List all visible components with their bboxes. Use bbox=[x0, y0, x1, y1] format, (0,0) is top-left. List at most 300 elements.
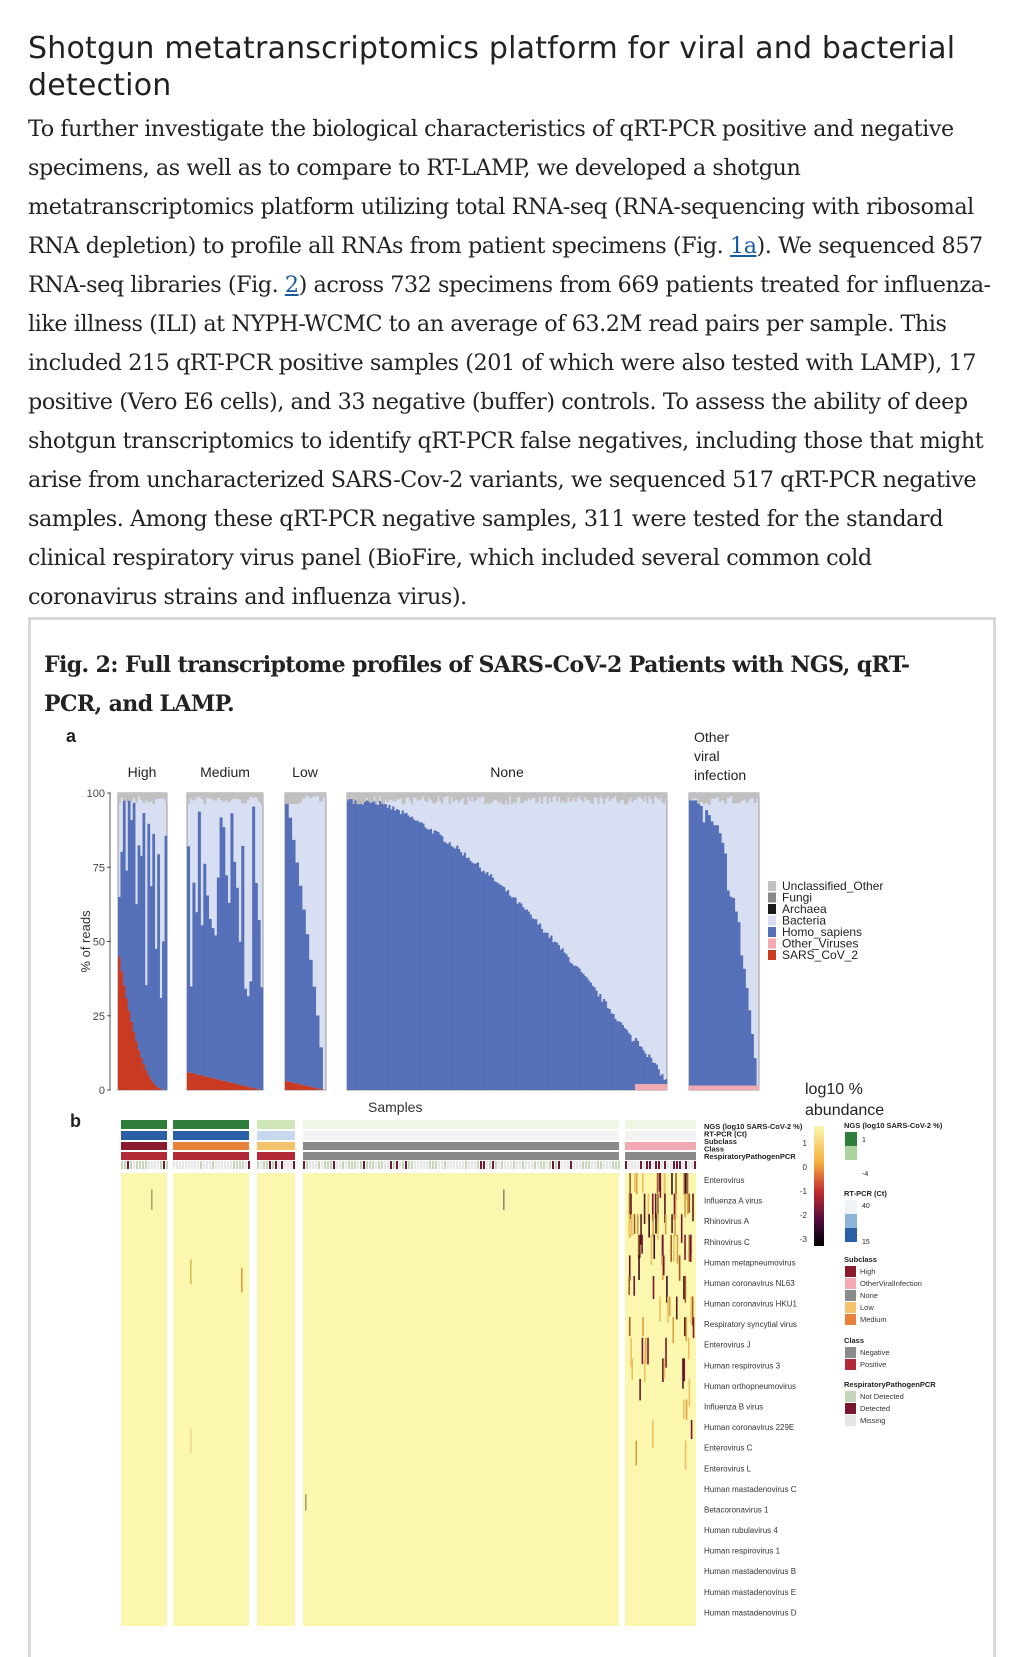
ann-rpp-cell bbox=[293, 1161, 295, 1169]
legend-label: Fungi bbox=[782, 890, 813, 905]
bar-unclassified bbox=[471, 793, 473, 797]
bar-other-viruses bbox=[654, 1084, 656, 1090]
ann-rpp-cell bbox=[528, 1161, 530, 1169]
bar-unclassified bbox=[236, 793, 239, 799]
bar-unclassified bbox=[531, 793, 533, 798]
bar-homo-sapiens bbox=[652, 1063, 654, 1084]
bar-unclassified bbox=[550, 793, 552, 802]
bar-sars-cov-2 bbox=[241, 1085, 244, 1090]
ann-rpp-cell bbox=[363, 1161, 365, 1169]
bar-homo-sapiens bbox=[592, 986, 594, 1090]
ann-rpp-cell bbox=[327, 1161, 329, 1169]
heatmap-hit bbox=[684, 1317, 686, 1336]
bar-sars-cov-2 bbox=[228, 1082, 231, 1090]
heatmap-hit bbox=[689, 1194, 691, 1213]
colorbar-tick-label: -2 bbox=[799, 1211, 807, 1220]
bar-unclassified bbox=[580, 793, 582, 800]
ann-rpp-cell bbox=[522, 1161, 524, 1169]
bar-homo-sapiens bbox=[201, 925, 204, 1075]
bar-homo-sapiens bbox=[118, 897, 121, 956]
colorbar-tick-label: -1 bbox=[799, 1187, 807, 1196]
legend-subclass-label: High bbox=[860, 1267, 876, 1276]
colorbar-tick-label: 0 bbox=[802, 1163, 807, 1172]
bar-unclassified bbox=[225, 793, 228, 801]
bar-homo-sapiens bbox=[650, 1058, 652, 1084]
bar-homo-sapiens bbox=[371, 800, 373, 1090]
bar-homo-sapiens bbox=[249, 981, 252, 1087]
heatmap-hit bbox=[634, 1214, 636, 1234]
ann-rtpcr-cell bbox=[121, 1131, 167, 1140]
bar-unclassified bbox=[740, 793, 743, 801]
legend-label: Unclassified_Other bbox=[782, 879, 884, 893]
bar-other-viruses bbox=[751, 1086, 754, 1090]
ann-rpp-cell bbox=[519, 1161, 521, 1169]
bar-homo-sapiens bbox=[306, 934, 310, 1086]
bar-homo-sapiens bbox=[417, 821, 419, 1090]
heatmap-hit bbox=[685, 1276, 687, 1303]
bar-unclassified bbox=[496, 793, 498, 800]
legend-label: SARS_CoV_2 bbox=[782, 948, 859, 962]
bar-homo-sapiens bbox=[220, 817, 223, 1080]
bar-homo-sapiens bbox=[548, 938, 550, 1090]
bar-unclassified bbox=[477, 793, 479, 797]
heatmap-block bbox=[173, 1173, 249, 1626]
bar-homo-sapiens bbox=[599, 994, 601, 1090]
bar-sars-cov-2 bbox=[152, 1083, 155, 1090]
bar-homo-sapiens bbox=[445, 843, 447, 1090]
ann-rpp-cell bbox=[585, 1161, 587, 1169]
bar-unclassified bbox=[498, 793, 500, 802]
ann-rpp-cell bbox=[354, 1161, 356, 1169]
bar-unclassified bbox=[711, 793, 714, 799]
bar-unclassified bbox=[309, 793, 313, 798]
bar-unclassified bbox=[211, 793, 214, 800]
legend-swatch bbox=[768, 950, 776, 960]
ann-rpp-cell bbox=[667, 1161, 669, 1169]
heatmap-hit bbox=[690, 1235, 692, 1262]
bar-unclassified bbox=[432, 793, 434, 803]
bar-unclassified bbox=[689, 793, 692, 800]
bar-other-viruses bbox=[700, 1086, 703, 1090]
ann-rpp-cell bbox=[417, 1161, 419, 1169]
ann-rpp-cell bbox=[287, 1161, 289, 1169]
bar-homo-sapiens bbox=[443, 842, 445, 1090]
bar-homo-sapiens bbox=[562, 948, 564, 1090]
heatmap-hit bbox=[684, 1173, 686, 1195]
ann-rpp-cell bbox=[652, 1161, 654, 1169]
bar-unclassified bbox=[222, 793, 225, 802]
bar-unclassified bbox=[616, 793, 618, 802]
bar-homo-sapiens bbox=[626, 1030, 628, 1090]
heatmap-block bbox=[121, 1173, 167, 1626]
bar-unclassified bbox=[643, 793, 645, 802]
bar-sars-cov-2 bbox=[285, 1081, 289, 1090]
ann-rpp-cell bbox=[525, 1161, 527, 1169]
bar-other-viruses bbox=[732, 1086, 735, 1090]
bar-unclassified bbox=[420, 793, 422, 799]
bar-homo-sapiens bbox=[358, 799, 360, 1090]
heatmap-hit bbox=[686, 1400, 688, 1420]
bar-homo-sapiens bbox=[484, 874, 486, 1090]
legend-ngs-tick: 1 bbox=[862, 1137, 866, 1144]
bar-homo-sapiens bbox=[449, 842, 451, 1090]
heatmap-row-label: Human coronavirus NL63 bbox=[704, 1278, 795, 1288]
bar-unclassified bbox=[133, 793, 136, 798]
section-title: Shotgun metatranscriptomics platform for viral and bacterial detection bbox=[28, 31, 956, 103]
bar-unclassified bbox=[486, 793, 488, 803]
bar-homo-sapiens bbox=[520, 904, 522, 1090]
bar-homo-sapiens bbox=[203, 864, 206, 1076]
ann-rpp-cell bbox=[507, 1161, 509, 1169]
legend-swatch bbox=[768, 881, 776, 891]
bar-unclassified bbox=[573, 793, 575, 798]
ann-rpp-cell bbox=[393, 1161, 395, 1169]
ann-rpp-cell bbox=[176, 1161, 178, 1169]
bar-homo-sapiens bbox=[746, 988, 749, 1086]
bar-other-viruses bbox=[746, 1086, 749, 1090]
legend-ngs-title: NGS (log10 SARS-CoV-2 %) bbox=[844, 1121, 943, 1130]
bar-unclassified bbox=[302, 793, 306, 798]
ann-rpp-cell bbox=[405, 1161, 407, 1169]
heatmap-row-label: Human mastadenovirus E bbox=[704, 1587, 797, 1597]
bar-homo-sapiens bbox=[228, 903, 231, 1082]
bar-homo-sapiens bbox=[415, 821, 417, 1090]
bar-other-viruses bbox=[648, 1084, 650, 1090]
bar-homo-sapiens bbox=[620, 1022, 622, 1090]
ann-rpp-cell bbox=[489, 1161, 491, 1169]
bar-other-viruses bbox=[689, 1086, 692, 1090]
ann-rpp-cell bbox=[160, 1161, 162, 1169]
bar-homo-sapiens bbox=[125, 871, 128, 999]
legend-rtpcr-swatch bbox=[845, 1200, 857, 1214]
bar-sars-cov-2 bbox=[206, 1077, 209, 1090]
bar-homo-sapiens bbox=[697, 800, 700, 1085]
bar-homo-sapiens bbox=[754, 1058, 757, 1085]
bar-homo-sapiens bbox=[198, 812, 201, 1075]
bar-homo-sapiens bbox=[147, 824, 150, 1075]
heatmap-row-label: Influenza B virus bbox=[704, 1402, 764, 1412]
bar-unclassified bbox=[659, 793, 661, 798]
bar-unclassified bbox=[135, 793, 138, 802]
heatmap-hit bbox=[634, 1173, 636, 1192]
heatmap-row-label: Rhinovirus C bbox=[704, 1237, 750, 1247]
bar-other-viruses bbox=[643, 1084, 645, 1090]
bar-sars-cov-2 bbox=[190, 1073, 193, 1090]
ann-rpp-cell bbox=[127, 1161, 129, 1169]
ann-rpp-cell bbox=[166, 1161, 168, 1169]
bar-unclassified bbox=[541, 793, 543, 804]
bar-unclassified bbox=[494, 793, 496, 800]
ann-rpp-cell bbox=[151, 1161, 153, 1169]
bar-homo-sapiens bbox=[409, 817, 411, 1090]
heatmap-row-label: Human rubulavirus 4 bbox=[704, 1526, 778, 1536]
ann-rpp-cell bbox=[661, 1161, 663, 1169]
para-text-1: To further investigate the biological characteristics of qRT-PCR positive and negative specimens, as well as to compare to RT-LAMP, we developed a shotgun metatranscriptomics platform utilizing total RNA-seq (RNA-sequencing with ribosomal RNA depletion) to profile all RNAs from patient specimens (Fig. bbox=[28, 116, 974, 259]
bar-homo-sapiens bbox=[729, 897, 732, 1086]
ann-rpp-cell bbox=[257, 1161, 259, 1169]
bar-unclassified bbox=[637, 793, 639, 797]
legend-subclass-swatch bbox=[845, 1314, 856, 1325]
bar-homo-sapiens bbox=[312, 987, 316, 1088]
bar-other-viruses bbox=[656, 1084, 658, 1090]
bar-unclassified bbox=[323, 793, 327, 798]
bar-unclassified bbox=[434, 793, 436, 804]
ann-row-label: RespiratoryPathogenPCR bbox=[704, 1152, 796, 1161]
group-label: None bbox=[490, 764, 524, 780]
bar-sars-cov-2 bbox=[249, 1087, 252, 1090]
bar-unclassified bbox=[539, 793, 541, 797]
bar-unclassified bbox=[563, 793, 565, 803]
bar-other-viruses bbox=[719, 1086, 722, 1090]
bar-unclassified bbox=[603, 793, 605, 804]
heatmap-hit bbox=[636, 1173, 638, 1194]
bar-unclassified bbox=[646, 793, 648, 803]
bar-homo-sapiens bbox=[708, 815, 711, 1085]
bar-unclassified bbox=[241, 793, 244, 804]
ann-rpp-cell bbox=[387, 1161, 389, 1169]
heatmap-row-label: Influenza A virus bbox=[704, 1196, 763, 1206]
bar-homo-sapiens bbox=[499, 885, 501, 1090]
bar-homo-sapiens bbox=[152, 834, 155, 1083]
ann-rpp-cell bbox=[333, 1161, 335, 1169]
bar-unclassified bbox=[319, 793, 323, 801]
bar-sars-cov-2 bbox=[160, 1089, 163, 1090]
bar-unclassified bbox=[426, 793, 428, 802]
bar-homo-sapiens bbox=[702, 822, 705, 1085]
ann-rpp-cell bbox=[480, 1161, 482, 1169]
heatmap-hit bbox=[663, 1255, 665, 1275]
bar-homo-sapiens bbox=[584, 976, 586, 1090]
bar-unclassified bbox=[565, 793, 567, 803]
ann-rpp-cell bbox=[402, 1161, 404, 1169]
heatmap-hit bbox=[662, 1358, 664, 1382]
legend-swatch bbox=[768, 916, 776, 926]
heatmap-hit bbox=[631, 1358, 633, 1380]
bar-unclassified bbox=[597, 793, 599, 804]
bar-sars-cov-2 bbox=[222, 1081, 225, 1090]
bar-unclassified bbox=[165, 793, 168, 801]
bar-homo-sapiens bbox=[377, 805, 379, 1090]
bar-homo-sapiens bbox=[522, 907, 524, 1090]
bar-unclassified bbox=[209, 793, 212, 798]
bar-unclassified bbox=[543, 793, 545, 797]
bar-homo-sapiens bbox=[737, 922, 740, 1085]
bar-unclassified bbox=[464, 793, 466, 805]
bar-unclassified bbox=[198, 793, 201, 796]
fig-1a-link[interactable]: 1a bbox=[729, 233, 757, 259]
bar-homo-sapiens bbox=[347, 799, 349, 1090]
bar-unclassified bbox=[150, 793, 153, 801]
bar-homo-sapiens bbox=[624, 1028, 626, 1090]
legend-swatch bbox=[768, 939, 776, 949]
ann-rpp-cell bbox=[471, 1161, 473, 1169]
bar-unclassified bbox=[702, 793, 705, 804]
bar-homo-sapiens bbox=[618, 1021, 620, 1090]
bar-other-viruses bbox=[727, 1086, 730, 1090]
ann-rpp-cell bbox=[600, 1161, 602, 1169]
bar-unclassified bbox=[385, 793, 387, 800]
ann-rpp-cell bbox=[606, 1161, 608, 1169]
bar-homo-sapiens bbox=[579, 969, 581, 1090]
ann-rpp-cell bbox=[438, 1161, 440, 1169]
ann-rpp-cell bbox=[534, 1161, 536, 1169]
legend-rtpcr-tick: 40 bbox=[862, 1203, 870, 1210]
bar-unclassified bbox=[595, 793, 597, 797]
bar-homo-sapiens bbox=[724, 854, 727, 1086]
legend-subclass-swatch bbox=[845, 1302, 856, 1313]
bar-unclassified bbox=[192, 793, 195, 801]
heatmap-hit bbox=[659, 1173, 661, 1192]
ann-rpp-cell bbox=[582, 1161, 584, 1169]
bar-unclassified bbox=[526, 793, 528, 801]
ann-subclass-cell bbox=[257, 1142, 295, 1150]
bar-homo-sapiens bbox=[511, 898, 513, 1090]
bar-unclassified bbox=[201, 793, 204, 799]
heatmap-hit bbox=[647, 1338, 649, 1365]
bar-other-viruses bbox=[735, 1086, 738, 1090]
legend-rpp-label: Missing bbox=[860, 1416, 886, 1425]
bar-unclassified bbox=[601, 793, 603, 798]
ann-rpp-cell bbox=[537, 1161, 539, 1169]
bar-homo-sapiens bbox=[700, 806, 703, 1086]
bar-unclassified bbox=[130, 793, 133, 802]
bar-homo-sapiens bbox=[435, 831, 437, 1090]
heatmap-hit bbox=[685, 1441, 687, 1470]
legend-subclass-swatch bbox=[845, 1290, 856, 1301]
bar-homo-sapiens bbox=[192, 883, 195, 1074]
bar-homo-sapiens bbox=[614, 1019, 616, 1090]
bar-homo-sapiens bbox=[571, 964, 573, 1090]
bar-homo-sapiens bbox=[360, 801, 362, 1090]
ann-rpp-cell bbox=[658, 1161, 660, 1169]
heatmap-hit bbox=[669, 1297, 671, 1316]
bar-unclassified bbox=[353, 793, 355, 804]
colorbar bbox=[814, 1126, 824, 1246]
bar-unclassified bbox=[490, 793, 492, 803]
bar-homo-sapiens bbox=[447, 844, 449, 1090]
bar-homo-sapiens bbox=[603, 999, 605, 1090]
bar-unclassified bbox=[612, 793, 614, 798]
bar-unclassified bbox=[456, 793, 458, 800]
bar-unclassified bbox=[708, 793, 711, 805]
bar-unclassified bbox=[392, 793, 394, 801]
bar-other-viruses bbox=[743, 1086, 746, 1090]
bar-unclassified bbox=[719, 793, 722, 802]
ann-rpp-cell bbox=[423, 1161, 425, 1169]
ann-rpp-cell bbox=[360, 1161, 362, 1169]
bar-unclassified bbox=[721, 793, 724, 800]
bar-homo-sapiens bbox=[528, 912, 530, 1090]
bar-homo-sapiens bbox=[554, 942, 556, 1090]
bar-unclassified bbox=[160, 793, 163, 799]
bar-homo-sapiens bbox=[381, 802, 383, 1090]
bar-homo-sapiens bbox=[713, 825, 716, 1085]
bar-homo-sapiens bbox=[351, 799, 353, 1090]
bar-other-viruses bbox=[650, 1084, 652, 1090]
ann-rpp-cell bbox=[272, 1161, 274, 1169]
bar-unclassified bbox=[458, 793, 460, 803]
heatmap-hit bbox=[679, 1255, 681, 1280]
legend-label: Archaea bbox=[782, 902, 827, 916]
bar-homo-sapiens bbox=[507, 890, 509, 1090]
bar-unclassified bbox=[700, 793, 703, 802]
bar-homo-sapiens bbox=[748, 1010, 751, 1085]
bar-homo-sapiens bbox=[526, 910, 528, 1090]
heatmap-hit bbox=[503, 1189, 505, 1210]
heatmap-hit bbox=[657, 1214, 659, 1240]
bar-homo-sapiens bbox=[239, 942, 242, 1085]
bar-other-viruses bbox=[754, 1086, 757, 1090]
bar-unclassified bbox=[558, 793, 560, 797]
bar-other-viruses bbox=[713, 1086, 716, 1090]
heatmap-hit bbox=[685, 1173, 687, 1194]
bar-sars-cov-2 bbox=[247, 1087, 250, 1090]
bar-unclassified bbox=[439, 793, 441, 801]
heatmap-hit bbox=[674, 1214, 676, 1236]
bar-other-viruses bbox=[748, 1086, 751, 1090]
bar-sars-cov-2 bbox=[225, 1081, 228, 1090]
bar-unclassified bbox=[554, 793, 556, 796]
bar-unclassified bbox=[449, 793, 451, 804]
bar-unclassified bbox=[575, 793, 577, 802]
legend-subclass-swatch bbox=[845, 1266, 856, 1277]
bar-sars-cov-2 bbox=[319, 1089, 323, 1090]
ann-rpp-cell bbox=[579, 1161, 581, 1169]
bar-sars-cov-2 bbox=[239, 1085, 242, 1090]
bar-unclassified bbox=[501, 793, 503, 804]
ann-ngs-cell bbox=[121, 1120, 167, 1129]
bar-unclassified bbox=[239, 793, 242, 799]
bar-homo-sapiens bbox=[456, 846, 458, 1090]
bar-unclassified bbox=[147, 793, 150, 802]
legend-rpp-swatch bbox=[845, 1415, 856, 1426]
bar-homo-sapiens bbox=[295, 863, 299, 1084]
bar-homo-sapiens bbox=[513, 897, 515, 1090]
bar-homo-sapiens bbox=[492, 878, 494, 1090]
ann-row-label: NGS (log10 SARS-CoV-2 %) bbox=[704, 1122, 803, 1131]
bar-homo-sapiens bbox=[719, 833, 722, 1085]
bar-other-viruses bbox=[692, 1086, 695, 1090]
heatmap-row-label: Respiratory syncytial virus bbox=[704, 1320, 797, 1330]
ann-rpp-cell bbox=[411, 1161, 413, 1169]
bar-unclassified bbox=[249, 793, 252, 797]
ann-rpp-cell bbox=[194, 1161, 196, 1169]
ann-rtpcr-cell bbox=[173, 1131, 249, 1140]
ann-rpp-cell bbox=[664, 1161, 666, 1169]
bar-unclassified bbox=[505, 793, 507, 800]
bar-unclassified bbox=[567, 793, 569, 797]
heatmap-hit bbox=[691, 1420, 693, 1439]
figure-title[interactable]: Fig. 2: Full transcriptome profiles of SARS-CoV-2 Patients with NGS, qRT-PCR, and LAMP. bbox=[44, 652, 910, 717]
bar-homo-sapiens bbox=[187, 846, 190, 1072]
bar-unclassified bbox=[366, 793, 368, 798]
ann-rpp-cell bbox=[456, 1161, 458, 1169]
bar-other-viruses bbox=[702, 1086, 705, 1090]
ann-rpp-cell bbox=[408, 1161, 410, 1169]
heatmap-hit bbox=[652, 1420, 654, 1448]
fig-2-link[interactable]: 2 bbox=[284, 272, 299, 298]
bar-homo-sapiens bbox=[535, 919, 537, 1090]
bar-unclassified bbox=[492, 793, 494, 801]
bar-sars-cov-2 bbox=[130, 1022, 133, 1090]
ann-rpp-cell bbox=[498, 1161, 500, 1169]
bar-homo-sapiens bbox=[285, 799, 289, 1081]
ann-ngs-cell bbox=[257, 1120, 295, 1129]
heatmap-row-label: Human respirovirus 3 bbox=[704, 1361, 781, 1371]
bar-homo-sapiens bbox=[560, 950, 562, 1090]
bar-sars-cov-2 bbox=[150, 1079, 153, 1090]
bar-homo-sapiens bbox=[387, 808, 389, 1090]
